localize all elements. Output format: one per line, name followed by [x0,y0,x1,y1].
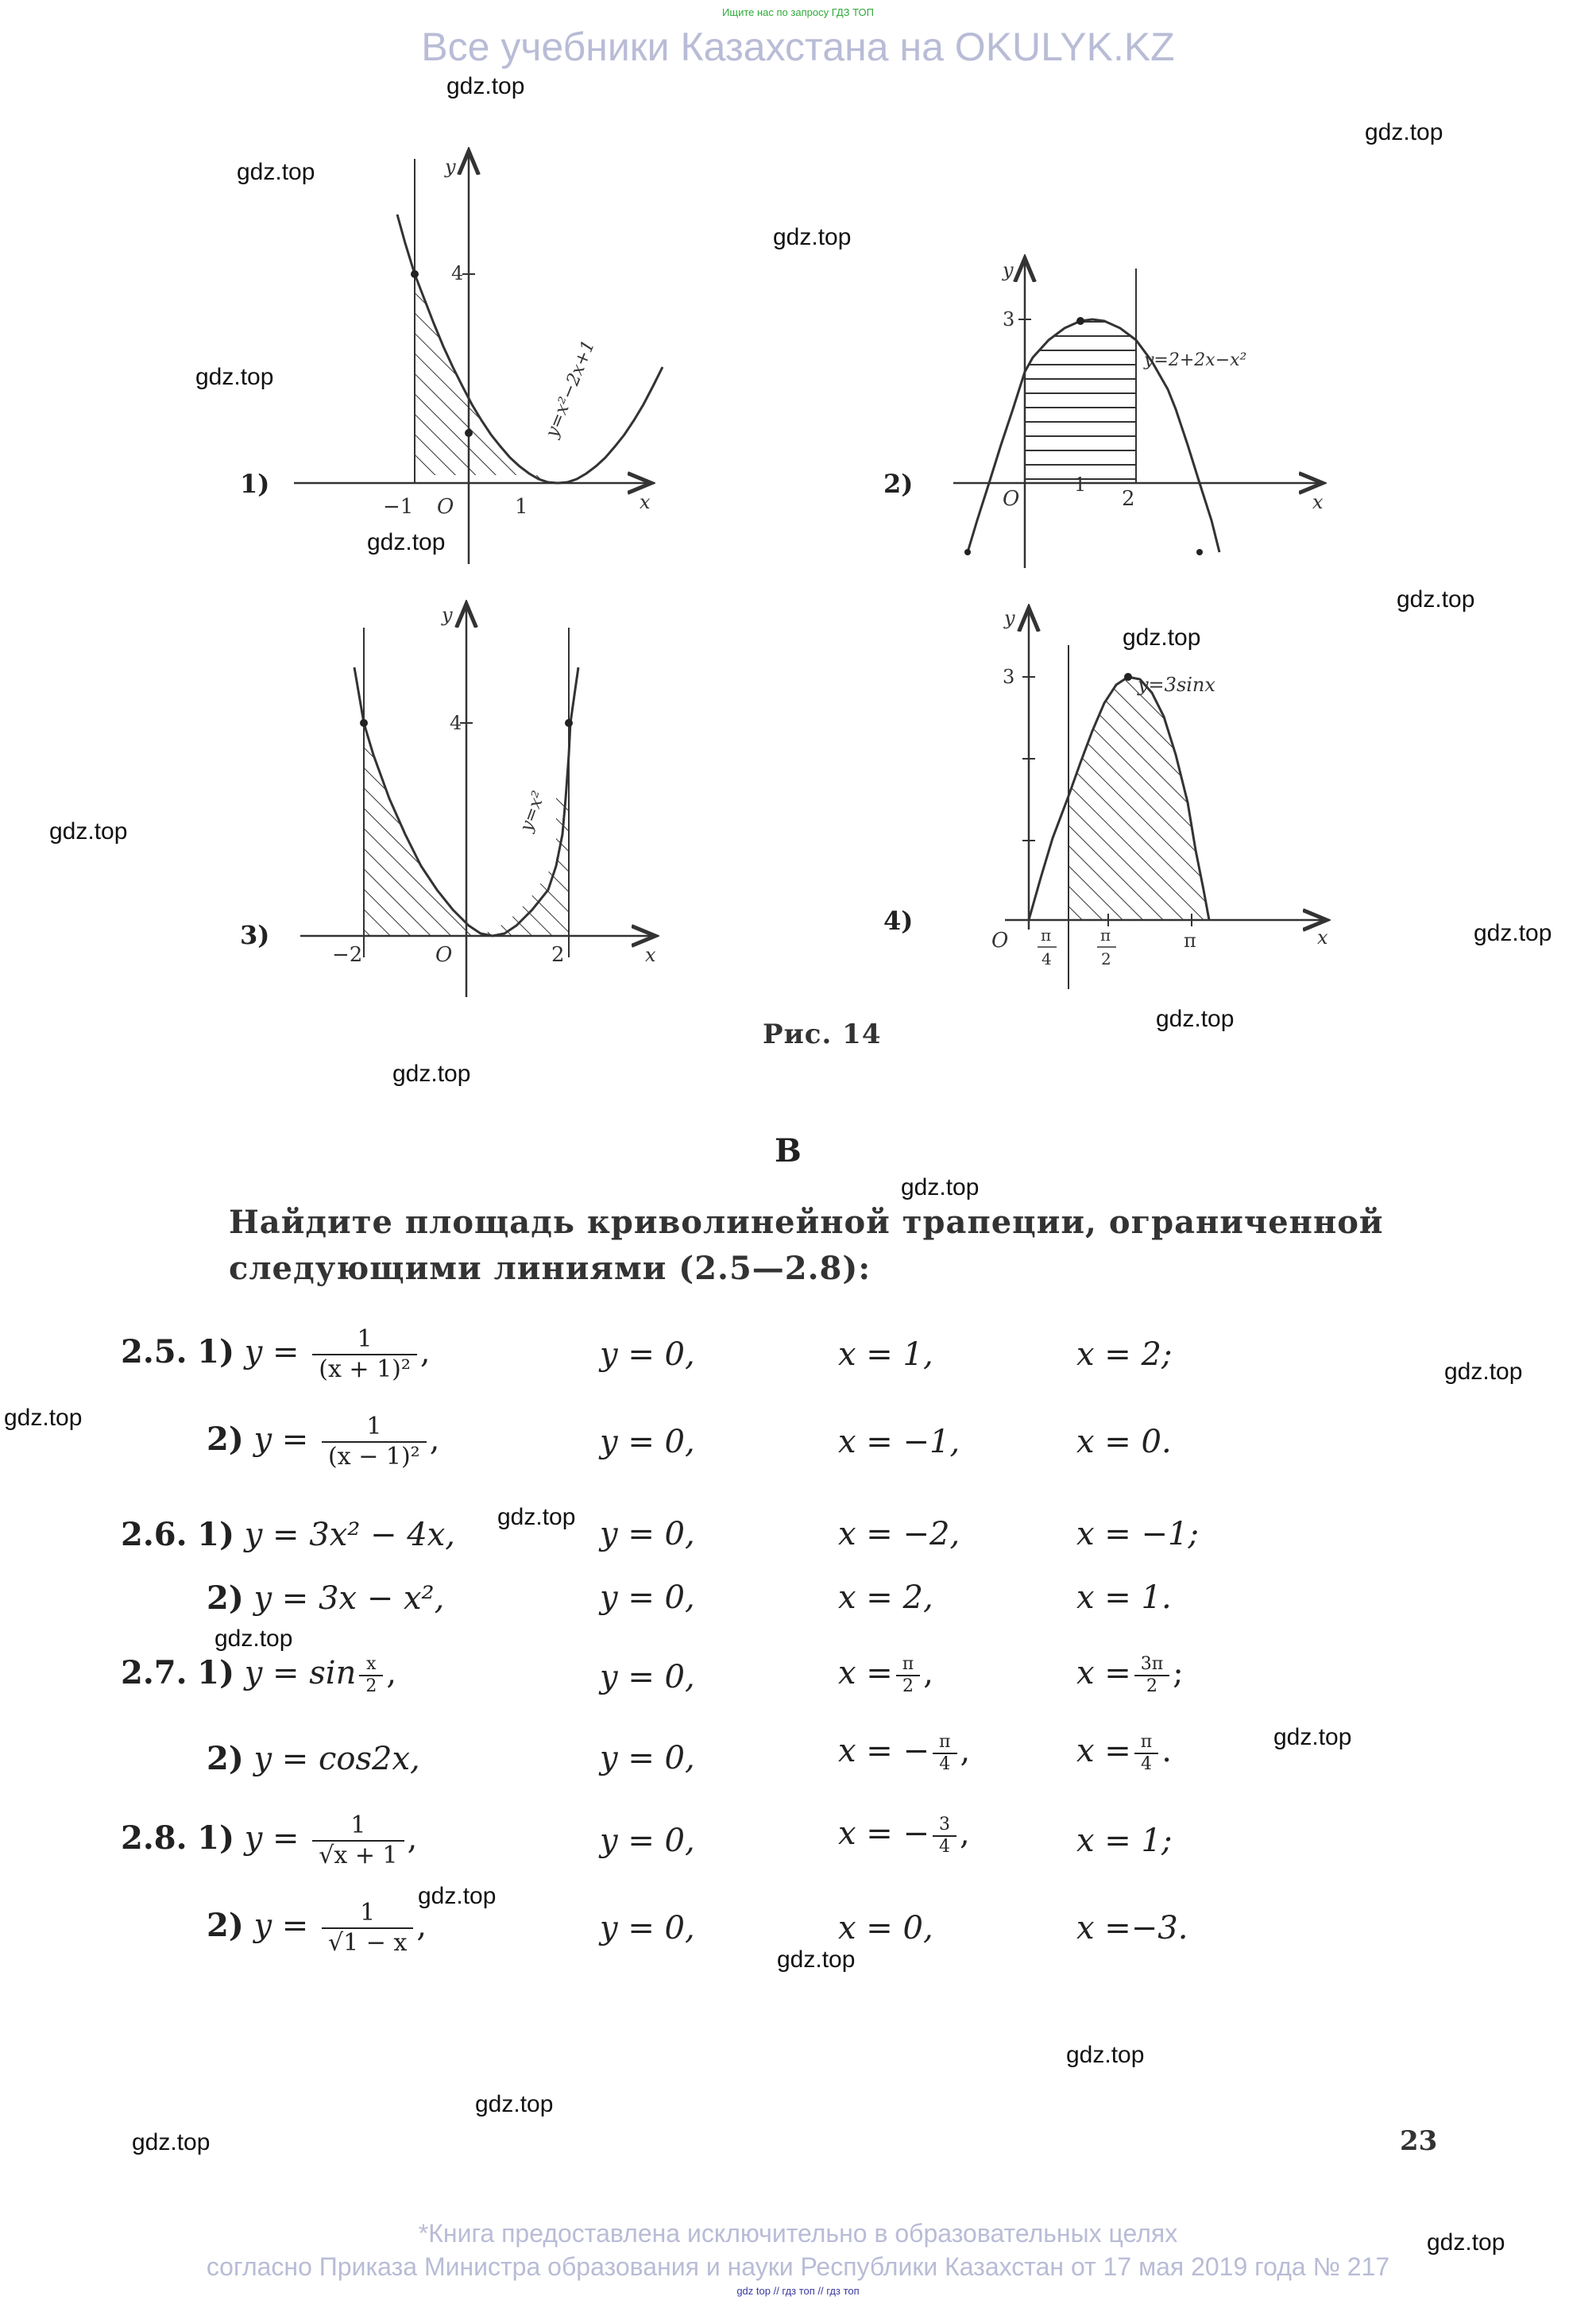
watermark: gdz.top [392,1061,471,1087]
page-number: 23 [1400,2125,1438,2157]
graph-panel-4 [1005,608,1327,989]
fraction: $\frac{1}{\text{(x + 1)²}}$ [312,1325,417,1384]
x-tick-pi-over-4-num: π [1041,926,1052,945]
footer-line-2: согласно Приказа Министра образования и науки Республики Казахстан от 17 мая 2019 года № 217 [206,2252,1390,2281]
condition: y = 0, [600,1424,695,1460]
x-tick-pi-over-4-den: 4 [1041,949,1052,968]
shaded-area-3-right [469,723,569,936]
condition: x = 0, [838,1910,933,1946]
watermark: gdz.top [1066,2042,1145,2068]
y-axis-label-2: y [1003,259,1014,281]
problem-number: 2.7. [121,1654,187,1691]
site-title[interactable]: Все учебники Казахстана на OKULYK.KZ [421,25,1175,69]
origin-label-1: O [437,495,454,519]
curve-label-4: y=3sinx [1138,674,1215,696]
curve-label-2: y=2+2x−x² [1144,350,1247,370]
watermark: gdz.top [132,2129,211,2155]
panel-label-2: 2) [883,469,914,499]
header-search-hint[interactable]: Ищите нас по запросу ГДЗ ТОП [722,6,874,18]
problem-2-6-a: 2.6. 1) y = 3x² − 4x, [121,1516,455,1553]
x-tick-2-panel2: 2 [1122,487,1135,511]
condition: x = 2; [1076,1336,1173,1373]
problem-2-6-b: 2) y = 3x − x², [207,1579,445,1617]
y-axis-label-1: y [445,156,456,178]
graph-panel-3 [300,604,655,997]
watermark: gdz.top [237,159,315,185]
task-intro: Найдите площадь криволинейной трапеции, ограниченной следующими линиями (2.5—2.8): [229,1204,1384,1287]
problem-2-7-b: 2) y = cos2x, [207,1740,420,1777]
condition: x = 1; [1076,1823,1173,1859]
y-axis-label-4: y [1004,607,1015,629]
shaded-area-4 [1069,677,1209,920]
problem-2-5-a: 2.5. 1) y = $\frac{1}{\text{(x + 1)²}}$ , [121,1325,431,1383]
curve-label-3: y=x² [516,788,550,835]
y-tick-3-panel2: 3 [1003,308,1015,331]
condition: x = −1, [838,1424,960,1460]
x-axis-label-2: x [1312,491,1324,513]
x-tick-minus1: −1 [383,495,414,519]
watermark: gdz.top [195,364,274,390]
y-axis-label-3: y [442,604,453,626]
watermark: gdz.top [1365,119,1443,145]
x-axis-label-3: x [645,944,656,966]
problem-2-8-a: 2.8. 1) y = $\frac{1}{√x + 1}$ , [121,1811,418,1869]
condition: x = 0. [1076,1424,1172,1460]
condition: x =−3. [1076,1910,1188,1946]
condition: x = − $\frac{\pi}{4}$ , [838,1732,971,1774]
watermark: gdz.top [777,1946,856,1973]
y-tick-3-panel4: 3 [1003,666,1015,688]
problem-number: 2.6. [121,1516,187,1553]
problem-2-5-b: 2) y = $\frac{1}{\text{(x − 1)²}}$ , [207,1413,440,1471]
watermark: gdz.top [214,1626,293,1652]
x-axis-label-4: x [1317,926,1328,949]
watermark: gdz.top [1427,2229,1505,2256]
watermark: gdz.top [1397,586,1475,613]
panel-label-1: 1) [240,469,270,499]
problem-2-7-a: 2.7. 1) y = sin $\frac{x}{2}$ , [121,1654,397,1696]
condition: y = 0, [600,1823,695,1859]
fraction: $\frac{1}{\text{(x − 1)²}}$ [322,1413,427,1471]
problem-number: 2.5. [121,1333,187,1370]
origin-label-3: O [435,943,453,967]
x-tick-pi: π [1184,930,1196,952]
watermark: gdz.top [475,2091,554,2117]
condition: x = −1; [1076,1516,1199,1552]
section-letter: B [775,1132,802,1169]
fraction: $\frac{x}{2}$ [359,1654,383,1697]
condition: y = 0, [600,1336,695,1373]
watermark: gdz.top [49,818,128,845]
figure-caption: Рис. 14 [763,1019,882,1050]
condition: y = 0, [600,1579,695,1616]
x-axis-label-1: x [640,491,651,513]
condition: x = 1. [1076,1579,1172,1616]
watermark: gdz.top [446,73,525,99]
x-tick-pi-over-2-num: π [1100,926,1111,945]
footer-line-1: *Книга предоставлена исключительно в образовательных целях [418,2219,1178,2248]
x-tick-pi-over-2-den: 2 [1101,949,1111,968]
condition: x = $\frac{3\pi}{2}$ ; [1076,1654,1184,1696]
condition: y = 0, [600,1740,695,1776]
y-tick-4-panel3: 4 [450,712,462,734]
watermark: gdz.top [367,529,446,555]
watermark: gdz.top [1156,1006,1235,1032]
shaded-area-3-left [364,723,500,936]
curve-label-1: y=x²−2x+1 [542,337,600,441]
watermark: gdz.top [1474,920,1552,946]
condition: x = 2, [838,1579,933,1616]
watermark: gdz.top [1444,1359,1523,1385]
origin-label-2: O [1003,487,1020,511]
watermark: gdz.top [901,1174,980,1200]
watermark: gdz.top [1273,1724,1352,1750]
graph-panel-1 [294,151,663,564]
x-tick-minus2: −2 [332,943,363,967]
panel-label-3: 3) [240,920,270,950]
panel-label-4: 4) [883,906,914,936]
condition: x = −2, [838,1516,960,1552]
watermark: gdz.top [418,1883,497,1909]
watermark: gdz.top [1123,624,1201,651]
condition: x = 1, [838,1336,933,1373]
y-tick-4: 4 [451,262,464,284]
problem-number: 2.8. [121,1819,187,1857]
condition: y = 0, [600,1659,695,1695]
origin-label-4: O [991,929,1009,953]
condition: y = 0, [600,1516,695,1552]
condition: x = $\frac{\pi}{4}$ . [1076,1732,1172,1774]
condition: x = − $\frac{3}{4}$ , [838,1815,970,1857]
watermark: gdz.top [773,224,852,250]
problem-2-8-b: 2) y = $\frac{1}{√1 - x}$ , [207,1899,427,1957]
x-tick-plus2: 2 [551,943,565,967]
condition: y = 0, [600,1910,695,1946]
x-tick-1-panel2: 1 [1074,474,1087,496]
x-tick-1: 1 [515,495,528,519]
graph-panel-2 [953,258,1323,568]
fraction: $\frac{1}{√1 - x}$ [322,1899,413,1958]
fraction: $\frac{1}{√x + 1}$ [312,1811,404,1870]
watermark: gdz.top [497,1504,576,1530]
watermark: gdz.top [4,1405,83,1431]
shaded-area-1 [415,274,553,483]
footer-links[interactable]: gdz top // гдз топ // гдз топ [736,2285,860,2297]
condition: x = $\frac{\pi}{2}$ , [838,1654,933,1696]
shaded-area-2 [1025,319,1136,483]
